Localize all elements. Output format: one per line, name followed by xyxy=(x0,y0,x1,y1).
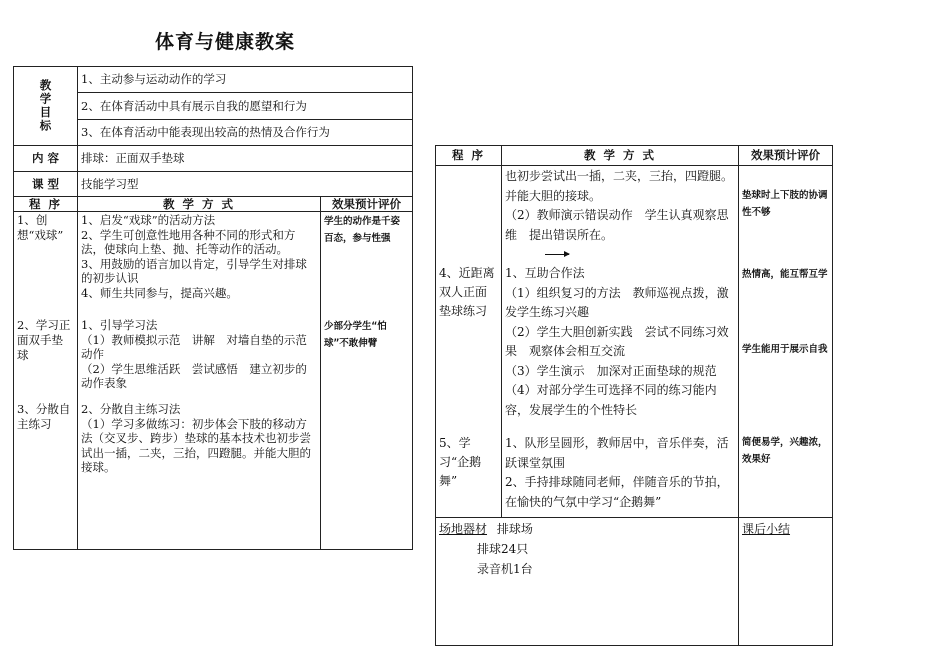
step-4-name: 4、近距离双人正面垫球练习 xyxy=(439,266,495,318)
step-1-line: 1、启发“戏球”的活动方法 xyxy=(81,213,216,227)
method-column xyxy=(78,212,321,550)
header-evaluation: 效果预计评价 xyxy=(321,197,413,212)
arrow-icon xyxy=(545,254,569,255)
goals-label: 教学目标 xyxy=(14,67,78,146)
step-2-eval: 少部分学生“怕球”不敢伸臂 xyxy=(324,321,387,349)
step-4-eval-1: 热情高，能互帮互学 xyxy=(742,269,828,280)
step-1-line: 4、师生共同参与，提高兴趣。 xyxy=(81,285,238,300)
right-evaluation-column xyxy=(739,166,833,518)
cont-line: 也初步尝试出一插，二夹，三抬，四蹬腿。并能大胆的接球。 xyxy=(505,169,734,203)
step-5-line: 2、手持排球随同老师，伴随音乐的节拍，在愉快的气氛中学习“企鹅舞” xyxy=(505,475,729,509)
left-lesson-table xyxy=(13,66,413,550)
header-method: 教 学 方 式 xyxy=(78,197,321,212)
goal-1: 1、主动参与运动动作的学习 xyxy=(78,67,413,93)
step-4-line: （3）学生演示 加深对正面垫球的规范 xyxy=(505,363,717,378)
step-5-line: 1、队形呈圆形，教师居中，音乐伴奏，活跃课堂氛围 xyxy=(505,436,729,470)
right-method-column xyxy=(502,166,739,518)
cont-line: （2）教师演示错误动作 学生认真观察思维 提出错误所在。 xyxy=(505,208,729,242)
step-3-line: （1）学习多做练习：初步体会下肢的移动方法（交叉步、跨步）垫球的基本技术也初步尝试出一插，二夹，三抬，四蹬腿。并能大胆的接球。 xyxy=(81,416,311,474)
page-title: 体育与健康教案 xyxy=(155,31,296,53)
step-2-line: 1、引导学习法 xyxy=(81,318,158,332)
header-procedure: 程 序 xyxy=(14,197,78,212)
goal-2: 2、在体育活动中具有展示自我的愿望和行为 xyxy=(78,93,413,120)
step-4-line: （2）学生大胆创新实践 尝试不同练习效果 观察体会相互交流 xyxy=(505,324,729,358)
step-2-name: 2、学习正面双手垫球 xyxy=(17,318,71,362)
step-1-line: 3、用鼓励的语言加以肯定，引导学生对排球的初步认识 xyxy=(81,256,307,285)
content-value: 排球：正面双手垫球 xyxy=(78,146,413,172)
summary-cell xyxy=(739,518,833,646)
content-label: 内 容 xyxy=(14,146,78,172)
type-label: 课 型 xyxy=(14,172,78,197)
step-3-line: 2、分散自主练习法 xyxy=(81,402,181,416)
venue-cell xyxy=(436,518,739,646)
step-1-line: 2、学生可创意性地用各种不同的形式和方法，使球向上垫、抛、托等动作的活动。 xyxy=(81,227,296,256)
step-4-line: 1、互助合作法 xyxy=(505,266,585,280)
step-5-eval: 简便易学，兴趣浓，效果好 xyxy=(742,437,828,465)
venue-item: 排球24只 xyxy=(477,542,529,556)
procedure-column xyxy=(14,212,78,550)
venue-label: 场地器材 xyxy=(439,522,488,536)
step-2-line: （2）学生思维活跃 尝试感悟 建立初步的动作表象 xyxy=(81,361,307,390)
goal-3: 3、在体育活动中能表现出较高的热情及合作行为 xyxy=(78,120,413,146)
summary-label: 课后小结 xyxy=(742,522,791,536)
step-3-name: 3、分散自主练习 xyxy=(17,402,71,431)
step-4-line: （1）组织复习的方法 教师巡视点拨，激发学生练习兴趣 xyxy=(505,285,729,319)
right-header-method: 教 学 方 式 xyxy=(502,146,739,166)
step-1-name: 1、创想“戏球” xyxy=(17,213,64,242)
venue-item: 排球场 xyxy=(496,522,533,536)
cont-eval: 垫球时上下肢的协调性不够 xyxy=(742,190,828,218)
type-value: 技能学习型 xyxy=(78,172,413,197)
step-4-eval-2: 学生能用于展示自我 xyxy=(742,344,828,355)
evaluation-column xyxy=(321,212,413,550)
step-4-line: （4）对部分学生可选择不同的练习能内容，发展学生的个性特长 xyxy=(505,383,717,417)
right-lesson-table xyxy=(435,145,833,646)
venue-item: 录音机1台 xyxy=(477,562,533,576)
right-procedure-column xyxy=(436,166,502,518)
right-header-procedure: 程 序 xyxy=(436,146,502,166)
right-header-evaluation: 效果预计评价 xyxy=(739,146,833,166)
step-1-eval: 学生的动作是千姿百态，参与性强 xyxy=(324,216,401,244)
step-5-name: 5、学习“企鹅舞” xyxy=(439,436,482,488)
step-2-line: （1）教师模拟示范 讲解 对墙自垫的示范动作 xyxy=(81,332,307,361)
